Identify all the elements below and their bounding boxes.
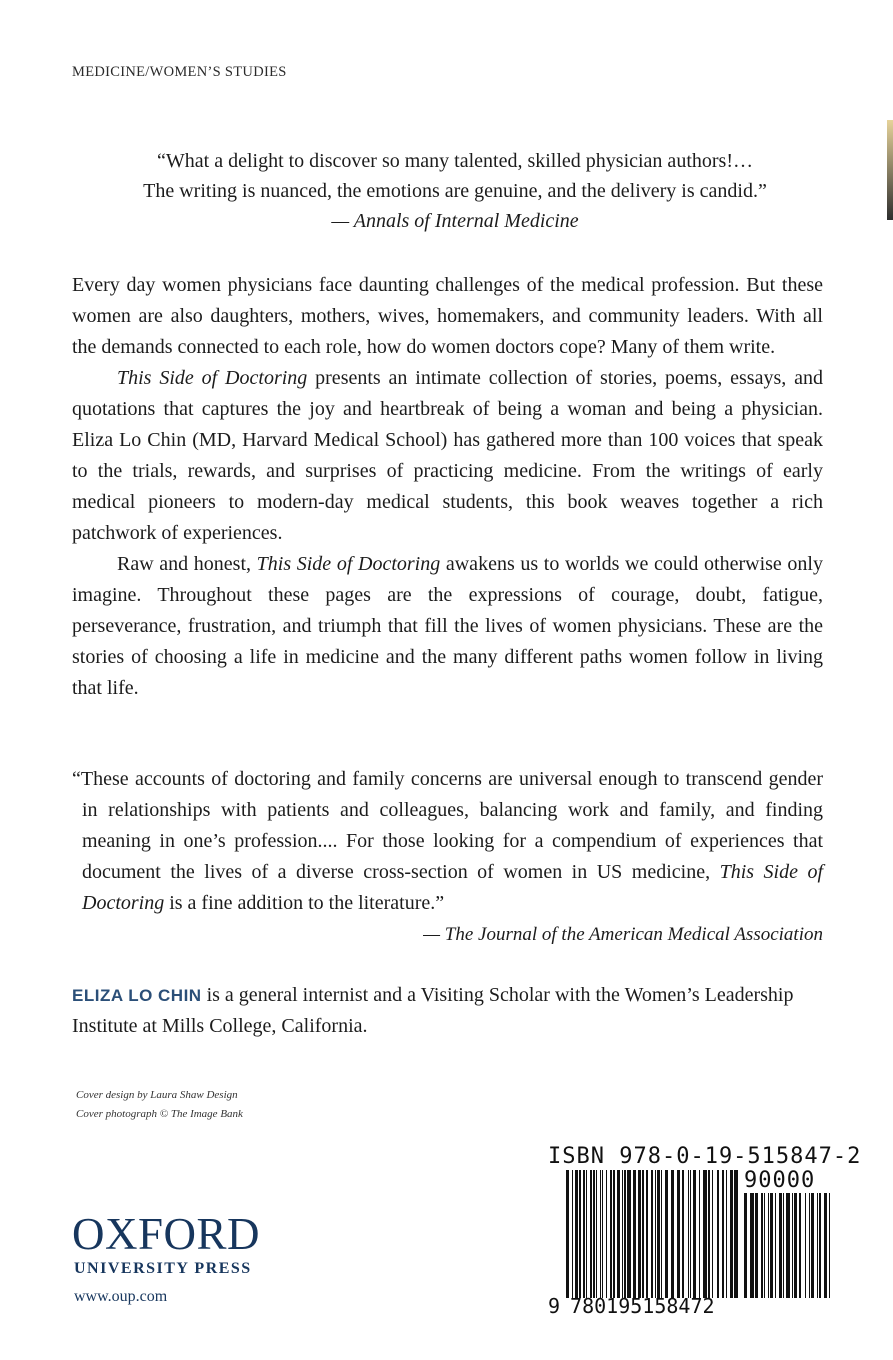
barcode-bar [622, 1170, 623, 1298]
barcode-bar [610, 1170, 612, 1298]
barcode-bar [703, 1170, 707, 1298]
barcode-bar [726, 1170, 727, 1298]
barcode-bar [688, 1170, 689, 1298]
publisher-url[interactable]: www.oup.com [74, 1288, 168, 1305]
barcode-bar [811, 1193, 814, 1298]
cover-design-credit: Cover design by Laura Shaw Design [76, 1089, 238, 1101]
barcode-bar [744, 1193, 747, 1298]
barcode-bar [633, 1170, 636, 1298]
barcode-bar [566, 1170, 569, 1298]
quote-attribution: — Annals of Internal Medicine [331, 210, 579, 232]
author-bio: ELIZA LO CHIN is a general internist and a Visiting Scholar with the Women’s Leadership Institute at Mills College, California. [72, 984, 794, 1037]
barcode-bar [651, 1170, 653, 1298]
quote-line: “What a delight to discover so many talented, skilled physician authors!… [157, 150, 753, 172]
barcode-bar [768, 1193, 769, 1298]
barcode-bar [627, 1170, 631, 1298]
barcode-bar [677, 1170, 680, 1298]
barcode-bar [693, 1170, 696, 1298]
barcode-bar [779, 1193, 782, 1298]
category-label: MEDICINE/WOMEN’S STUDIES [72, 64, 287, 80]
barcode-bar [596, 1170, 597, 1298]
ean-digits: 9 780195158472 [548, 1294, 715, 1318]
barcode-bar [575, 1170, 578, 1298]
price-barcode [744, 1193, 832, 1298]
review-quote-jama [72, 764, 823, 950]
isbn-text: ISBN 978-0-19-515847-2 [548, 1144, 862, 1169]
author-name: ELIZA LO CHIN [72, 986, 202, 1005]
barcode-bar [786, 1193, 790, 1298]
barcode-bar [646, 1170, 648, 1298]
barcode-bar [805, 1193, 806, 1298]
barcode-bar [722, 1170, 724, 1298]
book-description [72, 270, 823, 704]
barcode-bar [699, 1170, 700, 1298]
description-paragraph: Raw and honest, This Side of Doctoring awakens us to worlds we could otherwise only imagine. Throughout these pages are the expressions of courage, doubt, fatigue, perseverance, frustration, and triumph that fill the lives of women physicians. These are the stories of choosing a life in medicine and the many different paths women follow in living that life. [72, 553, 823, 699]
barcode-bar [824, 1193, 827, 1298]
barcode-bar [799, 1193, 801, 1298]
barcode-bar [655, 1170, 656, 1298]
barcode-bar [755, 1193, 758, 1298]
publisher-subtitle: UNIVERSITY PRESS [74, 1260, 252, 1277]
barcode-bar [712, 1170, 713, 1298]
barcode-bar [593, 1170, 595, 1298]
barcode-bar [829, 1193, 830, 1298]
barcode-bar [764, 1193, 765, 1298]
publisher-logo: OXFORD [72, 1209, 261, 1259]
quote-line: The writing is nuanced, the emotions are genuine, and the delivery is candid.” [143, 180, 767, 202]
barcode-bar [770, 1193, 773, 1298]
barcode-bar [624, 1170, 626, 1298]
barcode-bar [638, 1170, 641, 1298]
barcode-bar [613, 1170, 615, 1298]
barcode-bar [579, 1170, 581, 1298]
description-paragraph: Every day women physicians face daunting challenges of the medical profession. But these women are also daughters, mothers, wives, homemakers, and community leaders. With all the demands connected to each role, how do women doctors cope? Many of them write. [72, 274, 823, 358]
barcode-bar [717, 1170, 719, 1298]
barcode-bar [661, 1170, 662, 1298]
review-quote-annals [60, 146, 850, 236]
quote-text: “These accounts of doctoring and family concerns are universal enough to transcend gender in relationships with patients and colleagues, balancing work and family, and finding meaning in one’s profession.... For those looking for a compendium of experiences that document the lives of a diverse cross-section of women in US medicine, This Side of Doctoring is a fine addition to the literature.” [72, 768, 824, 914]
barcode-bar [690, 1170, 691, 1298]
cover-photo-credit: Cover photograph © The Image Bank [76, 1108, 243, 1120]
book-title: This Side of Doctoring [82, 861, 824, 914]
barcode-bar [642, 1170, 644, 1298]
barcode-bar [809, 1193, 810, 1298]
barcode-bar [708, 1170, 710, 1298]
barcode-bar [602, 1170, 603, 1298]
barcode-bar [682, 1170, 684, 1298]
barcode-bar [761, 1193, 763, 1298]
barcode-bar [775, 1193, 776, 1298]
barcode-bar [783, 1193, 784, 1298]
barcode-bar [572, 1170, 573, 1298]
barcode-bar [606, 1170, 607, 1298]
barcode-bar [617, 1170, 620, 1298]
cover-credits [76, 1086, 243, 1124]
barcode-bar [819, 1193, 821, 1298]
barcode-bar [794, 1193, 797, 1298]
barcode-bar [583, 1170, 585, 1298]
barcode-bar [586, 1170, 587, 1298]
barcode-bar [600, 1170, 601, 1298]
barcode-bar [665, 1170, 668, 1298]
barcode-bar [750, 1193, 754, 1298]
barcode-bar [817, 1193, 818, 1298]
cover-edge [887, 120, 893, 220]
barcode-bar [590, 1170, 592, 1298]
barcode-bar [792, 1193, 793, 1298]
price-code: 90000 [744, 1168, 816, 1193]
book-title: This Side of Doctoring [117, 367, 308, 389]
barcode-bar [730, 1170, 733, 1298]
barcode-bar [734, 1170, 738, 1298]
barcode-bar [671, 1170, 674, 1298]
book-title: This Side of Doctoring [256, 553, 441, 575]
barcode-bar [657, 1170, 660, 1298]
description-paragraph: This Side of Doctoring presents an intimate collection of stories, poems, essays, and quotations that captures the joy and heartbreak of being a woman and being a physician. Eliza Lo Chin (MD, Harvard Medical School) has gathered more than 100 voices that speak to the trials, rewards, and surprises of practicing medicine. From the writings of early medical pioneers to modern-day medical students, this book weaves together a rich patchwork of experiences. [72, 367, 823, 544]
ean-barcode [566, 1170, 738, 1298]
quote-attribution: — The Journal of the American Medical Association [423, 924, 823, 945]
